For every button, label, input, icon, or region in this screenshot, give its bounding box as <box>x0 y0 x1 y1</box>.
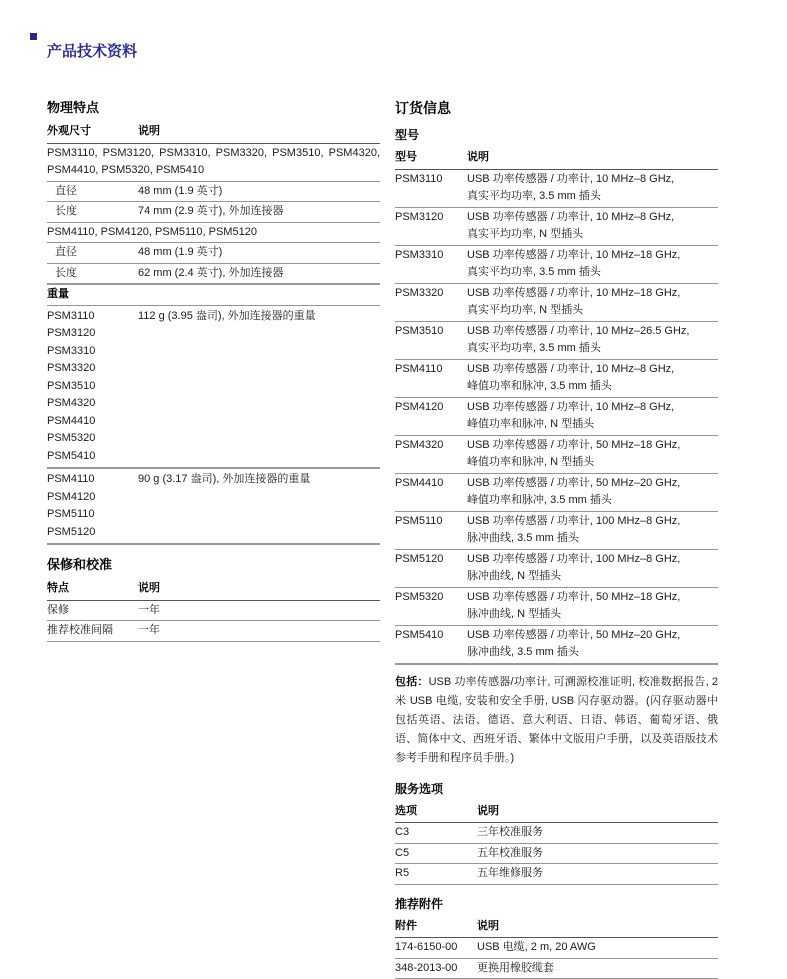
model-desc-line1: USB 功率传感器 / 功率计, 10 MHz–18 GHz, <box>467 247 718 265</box>
accent-square-icon <box>30 33 37 40</box>
page-title: 产品技术资料 <box>47 43 787 61</box>
weight-model: PSM5110 <box>47 506 380 524</box>
model-row <box>395 474 718 512</box>
service-desc: 五年维修服务 <box>477 865 718 883</box>
dim-value: 48 mm (1.9 英寸) <box>138 183 380 201</box>
model-row <box>395 550 718 588</box>
weight-subheading: 重量 <box>47 285 380 306</box>
model-row <box>395 360 718 398</box>
accessories-subheading: 推荐附件 <box>395 897 718 911</box>
dim-label: 长度 <box>47 265 138 283</box>
physical-section-heading: 物理特点 <box>47 100 380 115</box>
model-number: PSM4120 <box>395 399 467 434</box>
model-desc-line1: USB 功率传感器 / 功率计, 50 MHz–20 GHz, <box>467 475 718 493</box>
model-number: PSM5410 <box>395 627 467 662</box>
accessories-col1-header: 附件 <box>395 918 477 936</box>
weight-model: PSM5320 <box>47 430 380 448</box>
right-column <box>395 100 718 979</box>
model-desc-line2: 真实平均功率, N 型插头 <box>467 302 718 320</box>
model-number: PSM5110 <box>395 513 467 548</box>
model-desc-line1: USB 功率传感器 / 功率计, 50 MHz–18 GHz, <box>467 437 718 455</box>
accessory-desc: USB 电缆, 2 m, 20 AWG <box>477 939 718 957</box>
model-desc-line1: USB 功率传感器 / 功率计, 10 MHz–8 GHz, <box>467 171 718 189</box>
models-subheading: 型号 <box>395 128 718 142</box>
accessory-part-number: 348-2013-00 <box>395 960 477 978</box>
weight-model: PSM3310 <box>47 343 380 361</box>
dimensions-col2-header: 说明 <box>138 123 380 141</box>
weight-model: PSM5410 <box>47 448 380 466</box>
model-row <box>395 284 718 322</box>
model-number: PSM3110 <box>395 171 467 206</box>
weight-model: PSM5120 <box>47 524 380 542</box>
weight-row <box>47 307 380 326</box>
table-row <box>47 243 380 264</box>
weight-value: 90 g (3.17 盎司), 外加连接器的重量 <box>138 471 380 489</box>
model-desc-line1: USB 功率传感器 / 功率计, 10 MHz–8 GHz, <box>467 209 718 227</box>
service-option: C5 <box>395 845 477 863</box>
dim-value: 74 mm (2.9 英寸), 外加连接器 <box>138 203 380 221</box>
model-desc-line1: USB 功率传感器 / 功率计, 10 MHz–18 GHz, <box>467 285 718 303</box>
dimension-group-models: PSM3110, PSM3120, PSM3310, PSM3320, PSM3510, PSM4320, PSM4410, PSM5320, PSM5410 <box>47 144 380 182</box>
warranty-col1-header: 特点 <box>47 580 138 598</box>
table-row <box>395 959 718 979</box>
warranty-value: 一年 <box>138 602 380 620</box>
model-desc-line1: USB 功率传感器 / 功率计, 100 MHz–8 GHz, <box>467 551 718 569</box>
model-desc-line2: 峰值功率和脉冲, 3.5 mm 插头 <box>467 378 718 396</box>
model-number: PSM4110 <box>395 361 467 396</box>
model-row <box>395 626 718 665</box>
model-row <box>395 588 718 626</box>
left-column <box>47 100 380 979</box>
model-desc-line1: USB 功率传感器 / 功率计, 50 MHz–20 GHz, <box>467 627 718 645</box>
model-desc-line1: USB 功率传感器 / 功率计, 10 MHz–8 GHz, <box>467 399 718 417</box>
warranty-table-header <box>47 580 380 601</box>
service-option: R5 <box>395 865 477 883</box>
model-desc-line2: 脉冲曲线, 3.5 mm 插头 <box>467 530 718 548</box>
model-row <box>395 322 718 360</box>
model-desc-line2: 峰值功率和脉冲, N 型插头 <box>467 454 718 472</box>
model-number: PSM5320 <box>395 589 467 624</box>
weight-model: PSM4320 <box>47 395 380 413</box>
model-desc-line2: 峰值功率和脉冲, 3.5 mm 插头 <box>467 492 718 510</box>
weight-value: 112 g (3.95 盎司), 外加连接器的重量 <box>138 308 380 326</box>
service-subheading: 服务选项 <box>395 782 718 796</box>
model-desc-line2: 真实平均功率, 3.5 mm 插头 <box>467 264 718 282</box>
table-row <box>395 938 718 959</box>
weight-model: PSM3110 <box>47 308 138 326</box>
warranty-section-heading: 保修和校准 <box>47 557 380 572</box>
service-table-header <box>395 803 718 824</box>
warranty-col2-header: 说明 <box>138 580 380 598</box>
dimensions-col1-header: 外观尺寸 <box>47 123 138 141</box>
models-col2-header: 说明 <box>467 149 718 167</box>
includes-label: 包括： <box>395 676 429 688</box>
model-row <box>395 208 718 246</box>
weight-model: PSM4110 <box>47 471 138 489</box>
model-row <box>395 246 718 284</box>
model-row <box>395 512 718 550</box>
accessory-desc: 更换用橡胶缆套 <box>477 960 718 978</box>
table-row <box>47 621 380 642</box>
model-desc-line2: 真实平均功率, 3.5 mm 插头 <box>467 188 718 206</box>
weight-model: PSM3510 <box>47 378 380 396</box>
service-desc: 五年校准服务 <box>477 845 718 863</box>
content-columns <box>47 100 787 979</box>
model-number: PSM3320 <box>395 285 467 320</box>
weight-model: PSM4410 <box>47 413 380 431</box>
dimension-group-models: PSM4110, PSM4120, PSM5110, PSM5120 <box>47 223 380 244</box>
includes-text: USB 功率传感器/功率计, 可溯源校准证明, 校准数据报告, 2 米 USB 电缆, 安装和安全手册, USB 闪存驱动器。(闪存驱动器中包括英语、法语、德语、意大利语、日语、韩语、葡萄牙语、俄语、简体中文、西班牙语、繁体中文版用户手册，以及英语版技术参考手册和程序员手册。) <box>395 676 718 764</box>
accessories-col2-header: 说明 <box>477 918 718 936</box>
model-desc-line1: USB 功率传感器 / 功率计, 10 MHz–26.5 GHz, <box>467 323 718 341</box>
model-number: PSM4410 <box>395 475 467 510</box>
table-row <box>47 264 380 286</box>
model-desc-line2: 峰值功率和脉冲, N 型插头 <box>467 416 718 434</box>
table-row <box>395 844 718 865</box>
dim-label: 直径 <box>47 244 138 262</box>
weight-group <box>47 469 380 545</box>
table-row <box>395 823 718 844</box>
models-col1-header: 型号 <box>395 149 467 167</box>
weight-model: PSM3320 <box>47 360 380 378</box>
model-number: PSM3310 <box>395 247 467 282</box>
model-desc-line2: 脉冲曲线, 3.5 mm 插头 <box>467 644 718 662</box>
service-desc: 三年校准服务 <box>477 824 718 842</box>
warranty-value: 一年 <box>138 622 380 640</box>
model-desc-line1: USB 功率传感器 / 功率计, 10 MHz–8 GHz, <box>467 361 718 379</box>
warranty-label: 保修 <box>47 602 138 620</box>
models-table-header <box>395 149 718 170</box>
warranty-label: 推荐校准间隔 <box>47 622 138 640</box>
weight-model: PSM3120 <box>47 325 380 343</box>
model-number: PSM5120 <box>395 551 467 586</box>
model-desc-line1: USB 功率传感器 / 功率计, 50 MHz–18 GHz, <box>467 589 718 607</box>
dim-value: 48 mm (1.9 英寸) <box>138 244 380 262</box>
table-row <box>47 182 380 203</box>
model-row <box>395 398 718 436</box>
dim-label: 直径 <box>47 183 138 201</box>
table-row <box>47 202 380 223</box>
weight-model: PSM4120 <box>47 489 380 507</box>
model-row <box>395 436 718 474</box>
dimensions-table-header <box>47 123 380 144</box>
weight-row <box>47 470 380 489</box>
model-number: PSM3510 <box>395 323 467 358</box>
model-desc-line2: 真实平均功率, N 型插头 <box>467 226 718 244</box>
dim-label: 长度 <box>47 203 138 221</box>
model-desc-line2: 脉冲曲线, N 型插头 <box>467 606 718 624</box>
ordering-section-heading: 订货信息 <box>395 100 718 116</box>
accessory-part-number: 174-6150-00 <box>395 939 477 957</box>
service-col2-header: 说明 <box>477 803 718 821</box>
table-row <box>395 864 718 885</box>
dim-value: 62 mm (2.4 英寸), 外加连接器 <box>138 265 380 283</box>
weight-group <box>47 306 380 470</box>
includes-paragraph <box>395 673 718 768</box>
model-desc-line1: USB 功率传感器 / 功率计, 100 MHz–8 GHz, <box>467 513 718 531</box>
model-row <box>395 170 718 208</box>
service-col1-header: 选项 <box>395 803 477 821</box>
model-number: PSM3120 <box>395 209 467 244</box>
table-row <box>47 601 380 622</box>
model-number: PSM4320 <box>395 437 467 472</box>
service-option: C3 <box>395 824 477 842</box>
model-desc-line2: 脉冲曲线, N 型插头 <box>467 568 718 586</box>
model-desc-line2: 真实平均功率, 3.5 mm 插头 <box>467 340 718 358</box>
